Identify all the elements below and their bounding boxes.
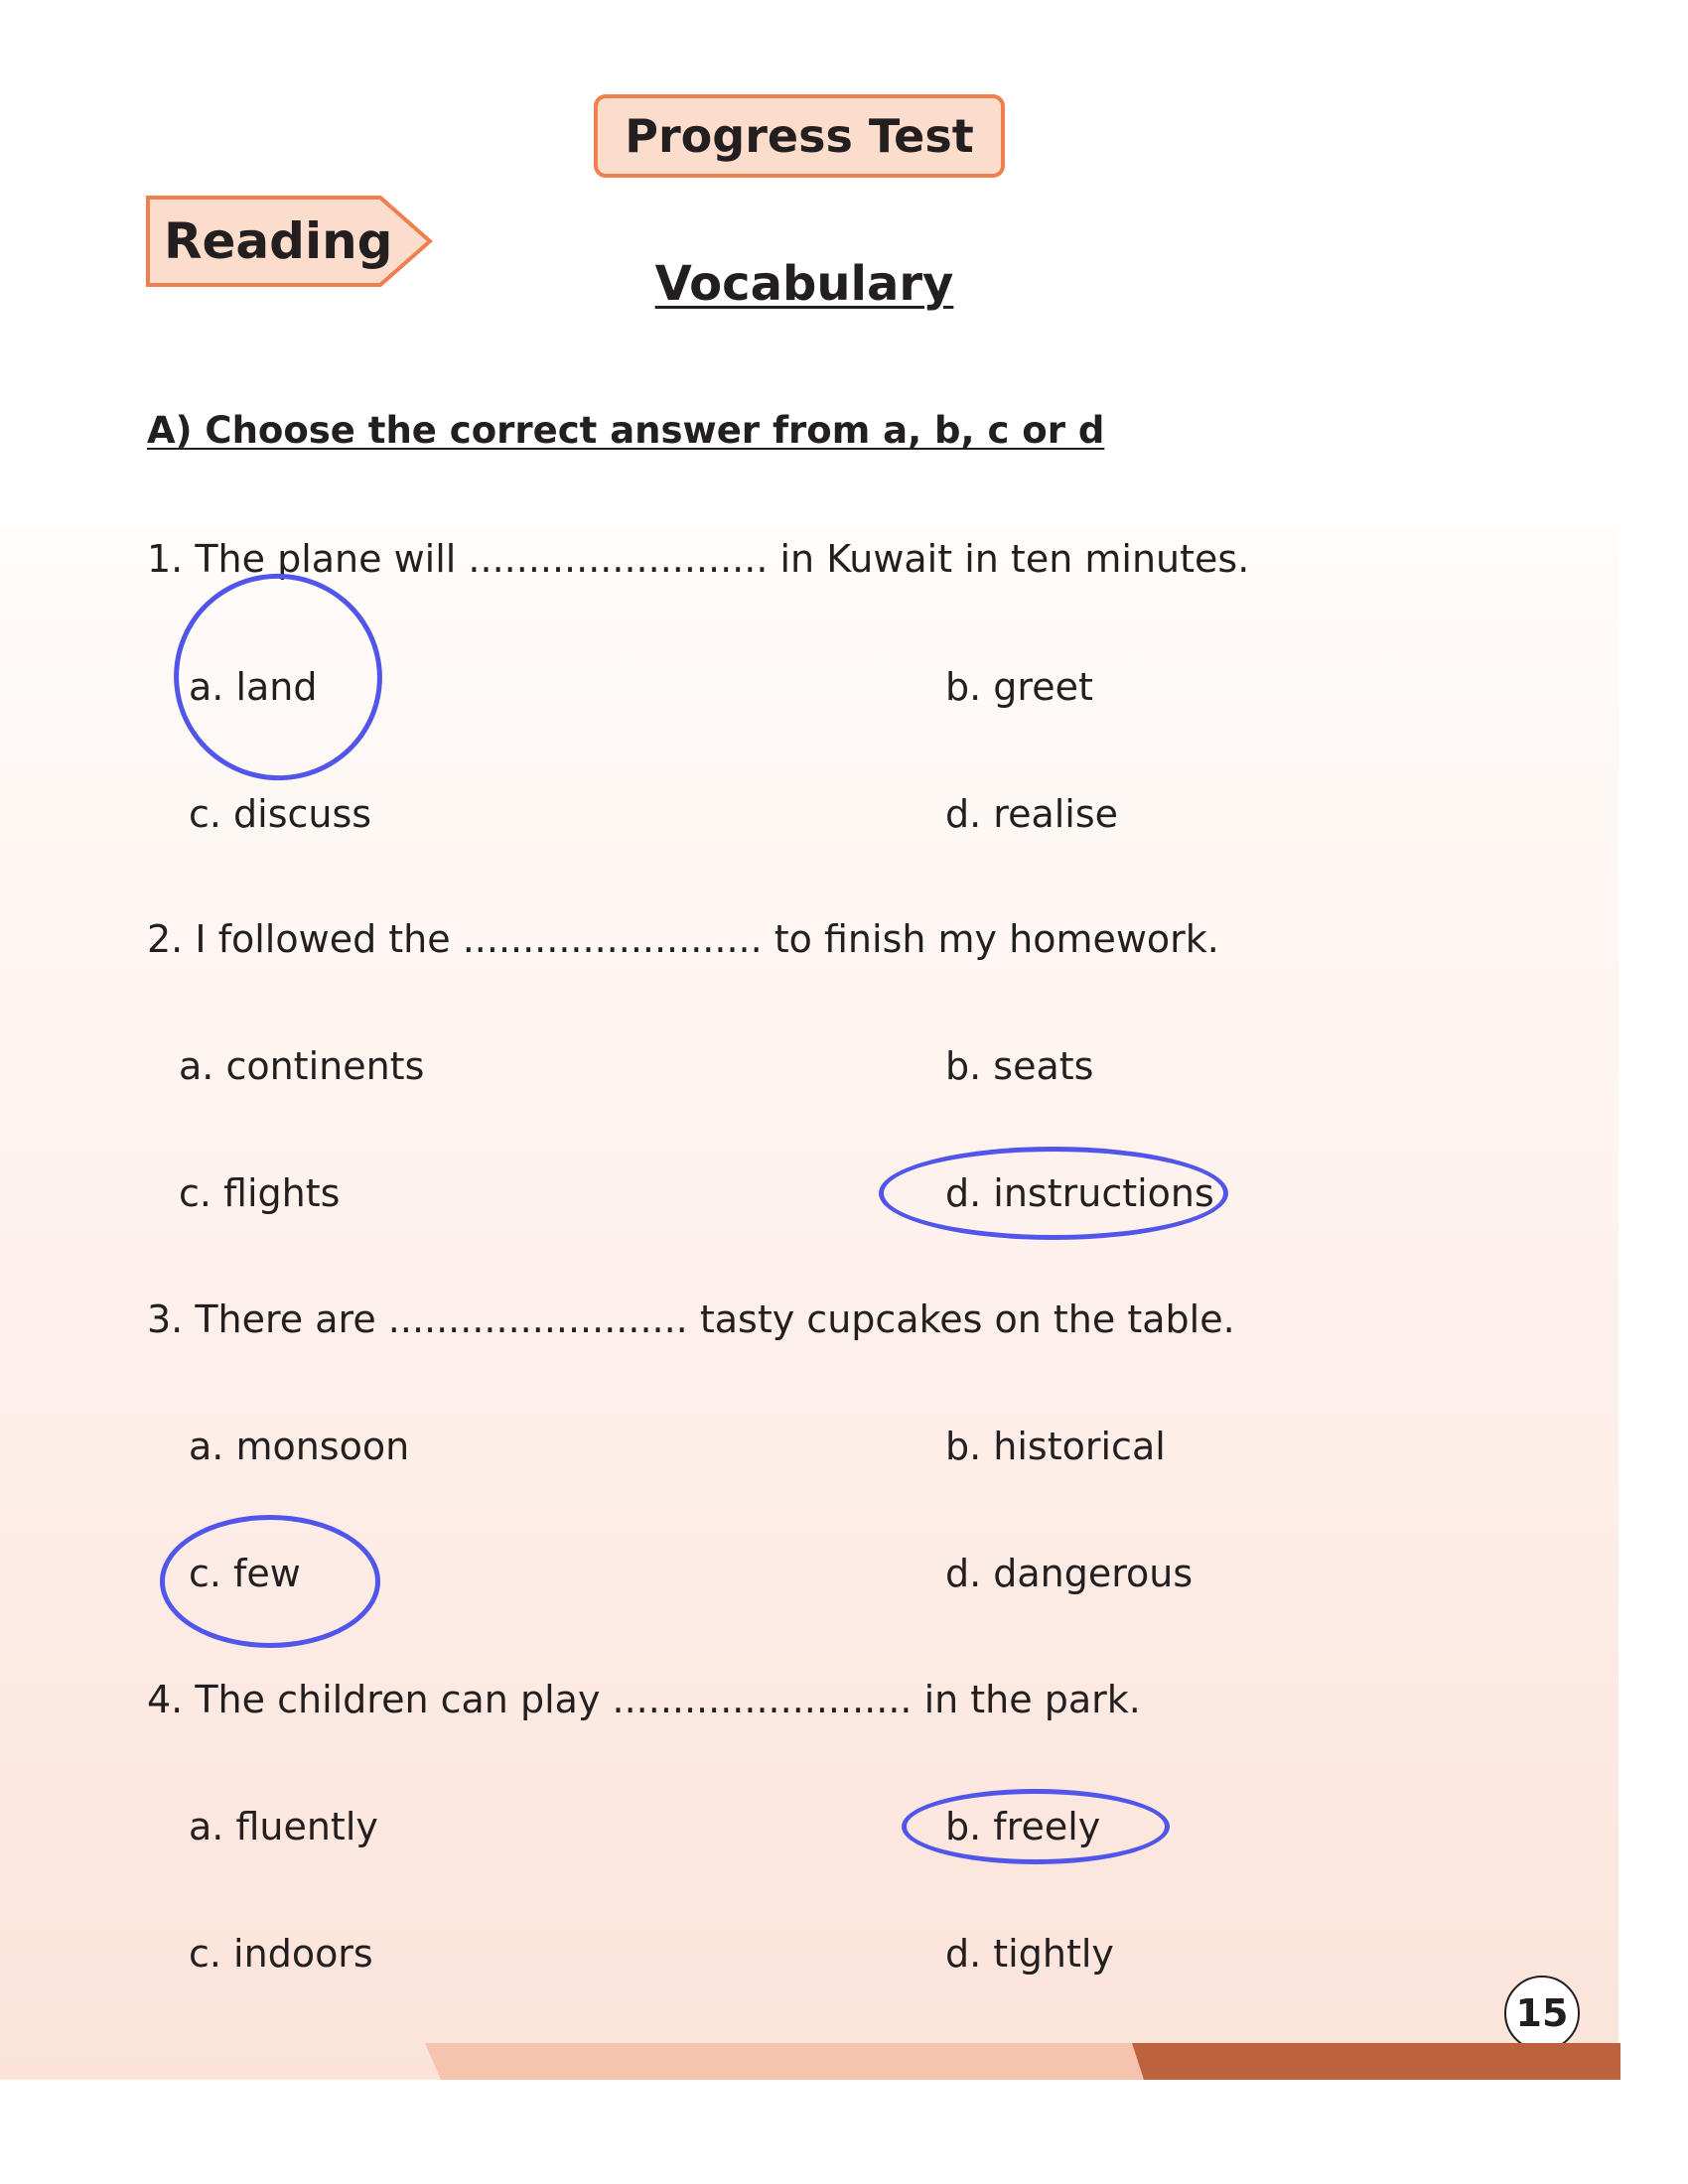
footer-stripe-light bbox=[425, 2043, 1144, 2080]
page-number bbox=[1504, 1976, 1580, 2051]
answer-circle-q4 bbox=[902, 1789, 1170, 1864]
reading-section-tag bbox=[146, 196, 434, 287]
question-2-option-a[interactable]: a. continents bbox=[179, 1044, 425, 1088]
question-3-option-a[interactable]: a. monsoon bbox=[189, 1425, 410, 1468]
instruction-text: A) Choose the correct answer from a, b, c or d bbox=[147, 409, 1105, 452]
question-4-option-c[interactable]: c. indoors bbox=[189, 1932, 373, 1976]
title-text: Progress Test bbox=[625, 109, 974, 163]
question-4-option-a[interactable]: a. fluently bbox=[189, 1805, 378, 1848]
question-1-option-a[interactable]: a. land bbox=[189, 665, 318, 709]
question-1-option-d[interactable]: d. realise bbox=[945, 792, 1119, 836]
progress-test-title bbox=[594, 94, 1005, 178]
question-1-option-b[interactable]: b. greet bbox=[945, 665, 1093, 709]
reading-tag-label: Reading bbox=[164, 212, 393, 270]
vocabulary-heading: Vocabulary bbox=[654, 256, 954, 312]
page-number-text: 15 bbox=[1515, 1991, 1569, 2035]
footer-stripe-dark bbox=[1132, 2043, 1620, 2080]
question-3: 3. There are ......................... tasty cupcakes on the table. bbox=[147, 1297, 1235, 1341]
question-3-option-c[interactable]: c. few bbox=[189, 1552, 301, 1595]
question-1: 1. The plane will ......................... in Kuwait in ten minutes. bbox=[147, 537, 1250, 581]
question-2-option-c[interactable]: c. flights bbox=[179, 1171, 341, 1215]
question-2: 2. I followed the ......................... to finish my homework. bbox=[147, 917, 1219, 961]
question-3-option-b[interactable]: b. historical bbox=[945, 1425, 1166, 1468]
question-4-option-d[interactable]: d. tightly bbox=[945, 1932, 1114, 1976]
question-4: 4. The children can play ......................... in the park. bbox=[147, 1678, 1141, 1721]
question-2-option-b[interactable]: b. seats bbox=[945, 1044, 1094, 1088]
question-3-option-d[interactable]: d. dangerous bbox=[945, 1552, 1194, 1595]
answer-circle-q2 bbox=[879, 1147, 1228, 1240]
answer-circle-q3 bbox=[160, 1515, 380, 1648]
footer-stripe bbox=[0, 2043, 1688, 2080]
question-2-option-d[interactable]: d. instructions bbox=[945, 1171, 1214, 1215]
question-1-option-c[interactable]: c. discuss bbox=[189, 792, 372, 836]
question-4-option-b[interactable]: b. freely bbox=[945, 1805, 1101, 1848]
